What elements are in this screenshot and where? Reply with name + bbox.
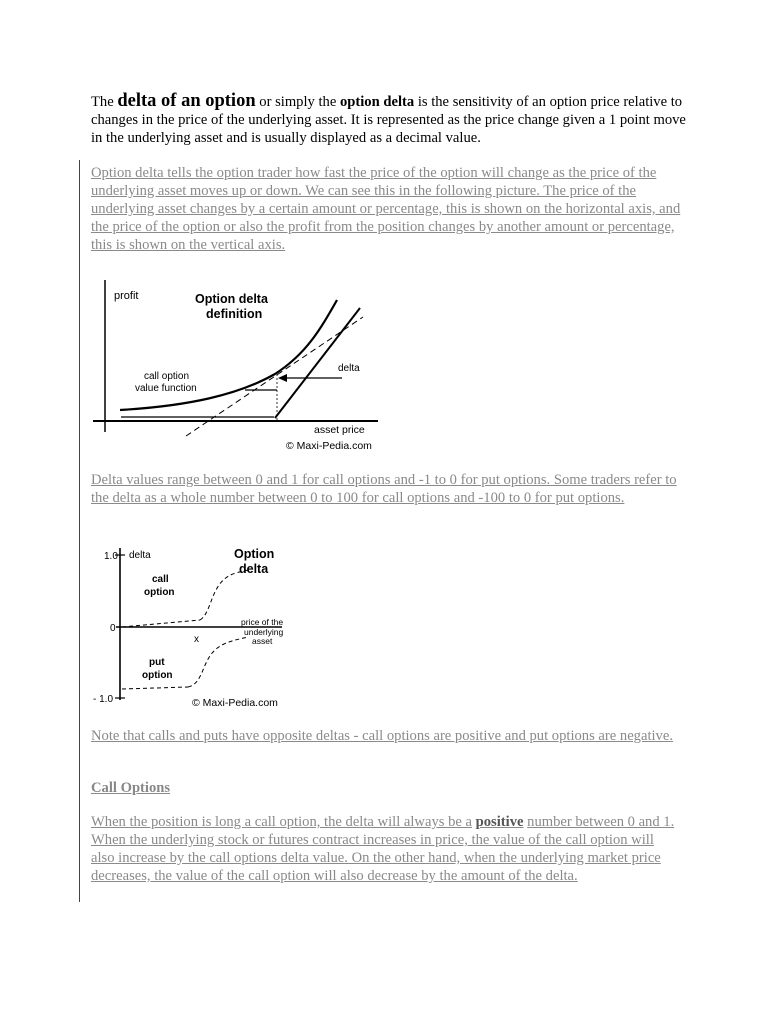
intro-term: option delta: [339, 94, 415, 110]
fig1-title-line2: definition: [206, 307, 263, 321]
fig2-credit: © Maxi-Pedia.com: [192, 697, 278, 709]
delta-explanation-paragraph[interactable]: [91, 164, 681, 254]
fig2-call-line2: option: [144, 587, 175, 598]
fig2-x-label-line1: price of the: [241, 617, 284, 627]
fig2-call-curve: [200, 570, 250, 620]
intro-rest: is the sensitivity of an option price relative to changes in the price of the underlying asset. It is represented as the price change given a 1 point move in the underlying asset and is usually displayed as a decimal value.: [91, 94, 686, 146]
fig2-title-line2: delta: [239, 562, 269, 576]
intro-paragraph: [91, 92, 691, 147]
call-options-paragraph[interactable]: [91, 813, 681, 885]
fig2-x-label-line2: underlying: [244, 627, 284, 637]
option-delta-range-figure: [88, 540, 308, 715]
delta-range-text[interactable]: Delta values range between 0 and 1 for call options and -1 to 0 for put options. Some traders refer to the delta as a whole number between 0 to 100 for call options and -100 to 0 for put options.: [91, 472, 677, 506]
quote-bar: [79, 160, 80, 902]
intro-title-phrase: delta of an option: [117, 91, 256, 111]
fig1-delta-label: delta: [338, 363, 360, 374]
fig1-tangent-line: [186, 317, 363, 436]
fig1-x-label: asset price: [314, 424, 365, 436]
fig2-call-line1: call: [152, 574, 169, 585]
fig1-curve-label-line1: call option: [144, 371, 190, 382]
opposite-deltas-text[interactable]: Note that calls and puts have opposite deltas - call options are positive and put options are negative.: [91, 728, 673, 744]
fig2-put-line1: put: [149, 657, 165, 668]
fig2-y-bottom: - 1.0: [93, 694, 114, 705]
delta-range-paragraph[interactable]: [91, 471, 681, 507]
fig1-title-line1: Option delta: [195, 292, 268, 306]
opposite-deltas-paragraph[interactable]: [91, 727, 681, 745]
call-options-heading[interactable]: Call Options: [91, 780, 171, 796]
fig1-credit: © Maxi-Pedia.com: [286, 440, 372, 452]
intro-or-simply: or simply the: [259, 94, 337, 110]
intro-the: The: [91, 94, 114, 110]
option-delta-definition-figure: [88, 270, 388, 460]
call-options-text-before[interactable]: When the position is long a call option, the delta will always be a: [91, 814, 472, 830]
fig2-y-label: delta: [129, 550, 151, 561]
fig2-y-mid: 0: [110, 623, 116, 634]
fig2-x-mark: x: [194, 634, 199, 645]
call-options-positive-word[interactable]: positive: [475, 814, 524, 830]
delta-explanation-text[interactable]: Option delta tells the option trader how fast the price of the option will change as the price of the underlying asset moves up or down. We can see this in the following picture. The price of the underlying asset changes by a certain amount or percentage, this is shown on the horizontal axis, and the price of the option or also the profit from the position changes by another amount or percentage, this is shown on the vertical axis.: [91, 165, 681, 253]
fig1-y-label: profit: [114, 290, 139, 302]
fig2-y-top: 1.0: [104, 551, 118, 562]
call-options-text-after[interactable]: number between 0 and 1. When the underlying stock or futures contract increases in price, the value of the call option will also increase by the call options delta value. On the other hand, when the underlying market price decreases, the value of the call option will also decrease by the amount of the delta.: [91, 814, 675, 884]
fig2-x-label-line3: asset: [252, 636, 273, 646]
fig2-title-line1: Option: [234, 547, 275, 561]
fig1-curve-label-line2: value function: [135, 383, 197, 394]
fig2-put-line2: option: [142, 670, 173, 681]
